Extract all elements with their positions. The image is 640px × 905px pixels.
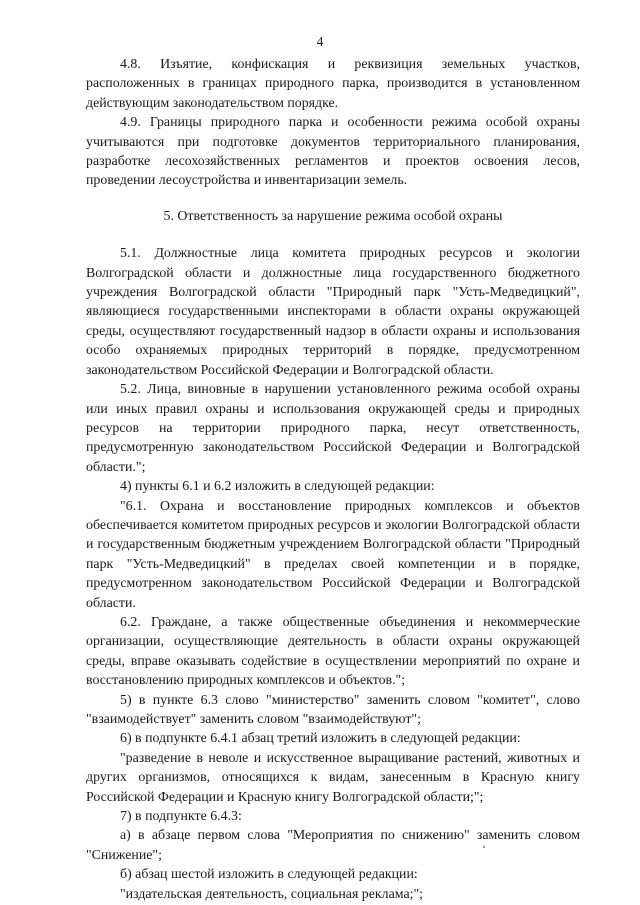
- paragraph-4-8: 4.8. Изъятие, конфискация и реквизиция земельных участков, расположенных в границах природного парка, производится в установленном действующим законодательством порядке.: [86, 57, 580, 111]
- section-heading: 5. Ответственность за нарушение режима особой охраны: [163, 208, 503, 224]
- paragraph-6-1: "6.1. Охрана и восстановление природных комплексов и объектов обеспечивается комитетом природных ресурсов и экологии Волгоградской области и государственным бюджетным учреждением Волгоградской области "Природный парк "Усть-Медведицкий" в пределах своей компетенции и в порядке, предусмотренном законодательством Российской Федерации и Волгоградской области.: [86, 498, 580, 611]
- scan-speck: [483, 846, 485, 848]
- paragraph-5-2: 5.2. Лица, виновные в нарушении установленного режима особой охраны или иных правил охраны и использования окружающей среды и природных ресурсов на территории природного парка, несут ответственность, предусмотренную законодательством Российской Федерации и Волгоградской области.";: [86, 382, 580, 475]
- amendment-item-4: 4) пункты 6.1 и 6.2 изложить в следующей редакции:: [120, 479, 435, 495]
- quoted-text-6-4-3: "издательская деятельность, социальная реклама;";: [120, 886, 424, 902]
- paragraph-4-9: 4.9. Границы природного парка и особенности режима особой охраны учитываются при подготовке документов территориального планирования, разработке лесохозяйственных регламентов и проектов освоения лесов, проведении лесоустройства и инвентаризации земель.: [86, 115, 580, 189]
- page-number: 4: [316, 34, 324, 49]
- amendment-subitem-b: б) абзац шестой изложить в следующей редакции:: [120, 867, 418, 883]
- amendment-item-5: 5) в пункте 6.3 слово "министерство" заменить словом "комитет", слово "взаимодействует" заменить словом "взаимодействуют";: [86, 692, 580, 727]
- amendment-item-6: 6) в подпункте 6.4.1 абзац третий изложить в следующей редакции:: [120, 731, 521, 747]
- paragraph-6-2: 6.2. Граждане, а также общественные объединения и некоммерческие организации, осуществляющие деятельность в области охраны окружающей среды, вправе оказывать содействие в осуществлении мероприятий по охране и восстановлению природных комплексов и объектов.";: [86, 614, 580, 689]
- document-body: [86, 55, 580, 904]
- paragraph-5-1: 5.1. Должностные лица комитета природных ресурсов и экологии Волгоградской области и должностные лица государственного бюджетного учреждения Волгоградской области "Природный парк "Усть-Медведицкий", являющиеся государственными инспекторами в области охраны окружающей среды, осуществляют государственный надзор в области охраны и использования особо охраняемых природных территорий в порядке, предусмотренном законодательством Российской Федерации и Волгоградской области.: [86, 246, 580, 378]
- amendment-item-7: 7) в подпункте 6.4.3:: [120, 809, 242, 825]
- quoted-text-6-4-1: "разведение в неволе и искусственное выращивание растений, животных и других организмов, относящихся к видам, занесенным в Красную книгу Российской Федерации и Красную книгу Волгоградской области;";: [86, 750, 580, 805]
- amendment-subitem-a: а) в абзаце первом слова "Мероприятия по снижению" заменить словом "Снижение";: [86, 828, 580, 863]
